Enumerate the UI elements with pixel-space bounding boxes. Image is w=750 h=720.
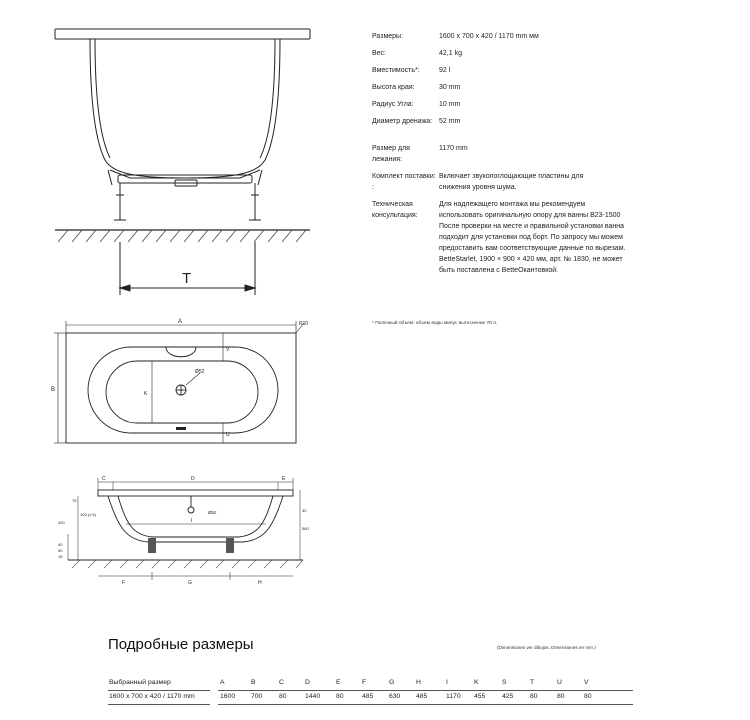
spec-value-lying-size: 1170 mm: [439, 145, 468, 152]
spec-label-corner-radius: Радиус Угла:: [372, 101, 414, 108]
dim-50-label: 50: [58, 548, 63, 553]
dim-u-label: U: [226, 432, 230, 438]
table-header: H: [416, 679, 421, 686]
drain-section-label: Ø52: [208, 510, 217, 515]
spec-label-lying-size: Размер для лежания:: [372, 145, 410, 163]
spec-value-size: 1600 x 700 x 420 / 1170 mm мм: [439, 33, 539, 40]
dim-b-label: B: [51, 387, 56, 393]
table-header: S: [502, 679, 507, 686]
table-cell: 1170: [446, 693, 461, 700]
table-rule: [218, 690, 633, 691]
dim-h-label: H: [258, 580, 262, 586]
dim-75-label: 75: [72, 498, 77, 503]
dim-v-label: V: [226, 347, 230, 353]
units-note: (Dimensiones ver dibujos. Dimensiones en mm.): [497, 645, 596, 650]
table-cell: 1440: [305, 693, 321, 700]
table-cell: 80: [584, 693, 592, 700]
spec-label-tech-advice: Техническая консультация:: [372, 201, 418, 219]
spec-label-weight: Вес:: [372, 50, 387, 57]
spec-label-rim-height: Высота края:: [372, 84, 415, 91]
dim-e-label: E: [282, 476, 286, 482]
spec-value-capacity: 92 l: [439, 67, 451, 74]
table-header: V: [584, 679, 589, 686]
table-header: C: [279, 679, 284, 686]
table-header: E: [336, 679, 341, 686]
spec-label-size: Размеры:: [372, 33, 404, 40]
dim-420-label: 420: [58, 520, 65, 525]
table-rule: [218, 704, 633, 705]
dim-r10-label: R10: [299, 321, 309, 327]
dim-c-label: C: [102, 476, 106, 482]
spec-value-weight: 42,1 kg: [439, 50, 462, 57]
table-rule: [108, 690, 210, 691]
spec-value-drain: 52 mm: [439, 118, 461, 125]
table-cell: 80: [336, 693, 344, 700]
table-cell: 485: [416, 693, 428, 700]
spec-value-delivery: Включает звукопоглощающие пластины для снижения уровня шума.: [439, 173, 584, 191]
table-header: G: [389, 679, 395, 686]
table-header: A: [220, 679, 225, 686]
spec-value-corner-radius: 10 mm: [439, 101, 461, 108]
dim-i-label: I: [191, 518, 193, 524]
dim-f-label: F: [122, 580, 126, 586]
table-cell: 80: [530, 693, 538, 700]
capacity-footnote: * Полезный объем: объем воды минус вытеснение 70 л.: [372, 321, 498, 326]
dim-15-label: 15: [58, 554, 63, 559]
dim-a-label: A: [178, 319, 183, 325]
table-cell: 1600: [220, 693, 236, 700]
dim-t-label: T: [182, 270, 192, 287]
spec-value-rim-height: 30 mm: [439, 84, 461, 91]
section-drawing: [48, 472, 313, 587]
dim-k-label: K: [144, 391, 148, 397]
table-cell: 485: [362, 693, 374, 700]
table-header: B: [251, 679, 256, 686]
table-cell: 700: [251, 693, 263, 700]
spec-label-delivery: Комплект поставки: :: [372, 173, 436, 191]
spec-label-capacity: Вместимость*:: [372, 67, 420, 74]
section-title: Подробные размеры: [108, 636, 254, 653]
table-cell: 1600 x 700 x 420 / 1170 mm: [109, 693, 195, 700]
table-cell: 425: [502, 693, 514, 700]
table-header: D: [305, 679, 310, 686]
dim-g-label: G: [188, 580, 192, 586]
spec-label-drain: Диаметр дренажа:: [372, 118, 433, 125]
table-header: T: [530, 679, 535, 686]
table-header: U: [557, 679, 562, 686]
table-cell: 630: [389, 693, 401, 700]
profile-drawing: [50, 20, 320, 300]
dim-100-label: 100 (± 5): [80, 512, 96, 517]
table-header: I: [446, 679, 448, 686]
dim-d-label: D: [191, 476, 195, 482]
top-view-drawing: [48, 315, 313, 455]
dim-560-label: 560: [302, 526, 309, 531]
table-header: F: [362, 679, 367, 686]
table-cell: 80: [557, 693, 565, 700]
table-cell: 455: [474, 693, 486, 700]
table-header: Выбранный размер: [109, 679, 171, 686]
drain-diameter-label: Ø52: [195, 369, 205, 375]
table-header: K: [474, 679, 479, 686]
dim-40-label: 40: [58, 542, 63, 547]
table-rule: [108, 704, 210, 705]
spec-value-tech-advice: Для надлежащего монтажа мы рекомендуем использовать оригинальную опору для ванны B23-1500 После проверки на месте и правильной установки ванна подходит для установки под борт. По запросу мы можем предоставить вам соответствующие данные по вырезам. BetteStarlet, 1900 × 900 × 420 мм, арт. № 1830, не может быть поставлена с BetteОкантовкой.: [439, 201, 626, 274]
table-cell: 80: [279, 693, 287, 700]
dim-30-label: 30: [302, 508, 307, 513]
